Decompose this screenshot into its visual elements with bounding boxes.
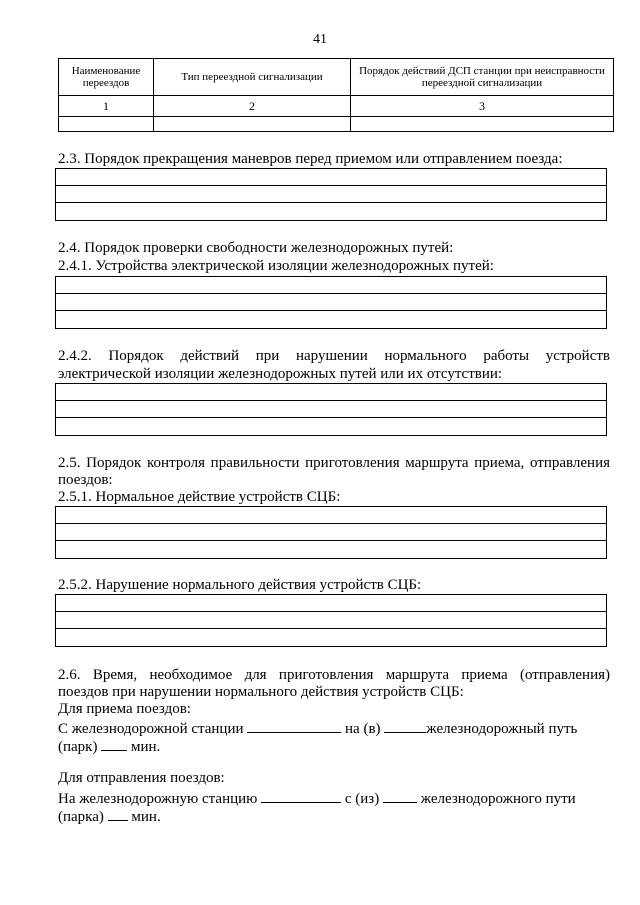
send-min-label: мин. — [131, 809, 161, 825]
section-2-5-1-heading: 2.5.1. Нормальное действие устройств СЦБ: — [58, 489, 341, 505]
send-park-label: (парка) — [58, 809, 104, 825]
section-2-4-1-fill-box[interactable] — [55, 276, 607, 329]
receive-heading: Для приема поездов: — [58, 701, 191, 717]
receive-park-line — [58, 736, 610, 756]
receive-minutes-field[interactable] — [101, 736, 127, 751]
send-track-field[interactable] — [383, 788, 417, 803]
section-2-3-fill-box[interactable] — [55, 168, 607, 221]
section-2-5-2-fill-box[interactable] — [55, 594, 607, 647]
table-number-row — [59, 96, 614, 117]
col-header-dsp-actions: Порядок действий ДСП станции при неисправности переездной сигнализации — [351, 59, 614, 96]
table-blank-row[interactable] — [59, 117, 614, 132]
col-number-2: 2 — [154, 96, 351, 117]
section-2-3-heading: 2.3. Порядок прекращения маневров перед приемом или отправлением поезда: — [58, 151, 563, 167]
section-2-5-1-fill-box[interactable] — [55, 506, 607, 559]
receive-track-suffix: железнодорожный путь — [426, 721, 578, 737]
section-2-4-2-fill-box[interactable] — [55, 383, 607, 436]
crossings-table — [58, 58, 614, 132]
section-2-5-2-heading: 2.5.2. Нарушение нормального действия устройств СЦБ: — [58, 577, 422, 593]
section-2-4-heading: 2.4. Порядок проверки свободности железнодорожных путей: — [58, 240, 454, 256]
receive-min-label: мин. — [130, 739, 161, 755]
receive-track-field[interactable] — [384, 718, 426, 733]
col-number-3: 3 — [351, 96, 614, 117]
section-2-4-2-line1: 2.4.2. Порядок действий при нарушении нормального работы устройств — [58, 348, 610, 364]
col-header-crossing-name: Наименование переездов — [59, 59, 154, 96]
table-cell[interactable] — [154, 117, 351, 132]
section-2-5-line1: 2.5. Порядок контроля правильности приготовления маршрута приема, отправления — [58, 455, 610, 471]
col-number-1: 1 — [59, 96, 154, 117]
section-2-4-1-heading: 2.4.1. Устройства электрической изоляции железнодорожных путей: — [58, 258, 494, 274]
send-heading: Для отправления поездов: — [58, 770, 225, 786]
table-cell[interactable] — [59, 117, 154, 132]
send-station-field[interactable] — [261, 788, 341, 803]
send-park-line — [58, 806, 610, 826]
section-2-6-line1: 2.6. Время, необходимое для приготовления маршрута приема (отправления) — [58, 667, 610, 683]
col-header-signal-type: Тип переездной сигнализации — [154, 59, 351, 96]
section-2-6-line2: поездов при нарушении нормального действия устройств СЦБ: — [58, 684, 464, 700]
receive-station-label: С железнодорожной станции — [58, 721, 244, 737]
send-station-line — [58, 788, 610, 808]
receive-track-prefix: на (в) — [345, 721, 381, 737]
table-cell[interactable] — [351, 117, 614, 132]
receive-park-label: (парк) — [58, 739, 98, 755]
send-track-suffix: железнодорожного пути — [420, 791, 576, 807]
section-2-4-2-line2: электрической изоляции железнодорожных путей или их отсутствии: — [58, 366, 503, 382]
page-number: 41 — [313, 32, 327, 47]
receive-station-line — [58, 718, 610, 738]
table-header-row — [59, 59, 614, 96]
send-station-label: На железнодорожную станцию — [58, 791, 258, 807]
send-minutes-field[interactable] — [108, 806, 128, 821]
receive-station-field[interactable] — [247, 718, 341, 733]
section-2-5-line2: поездов: — [58, 472, 113, 488]
send-track-prefix: с (из) — [344, 791, 380, 807]
